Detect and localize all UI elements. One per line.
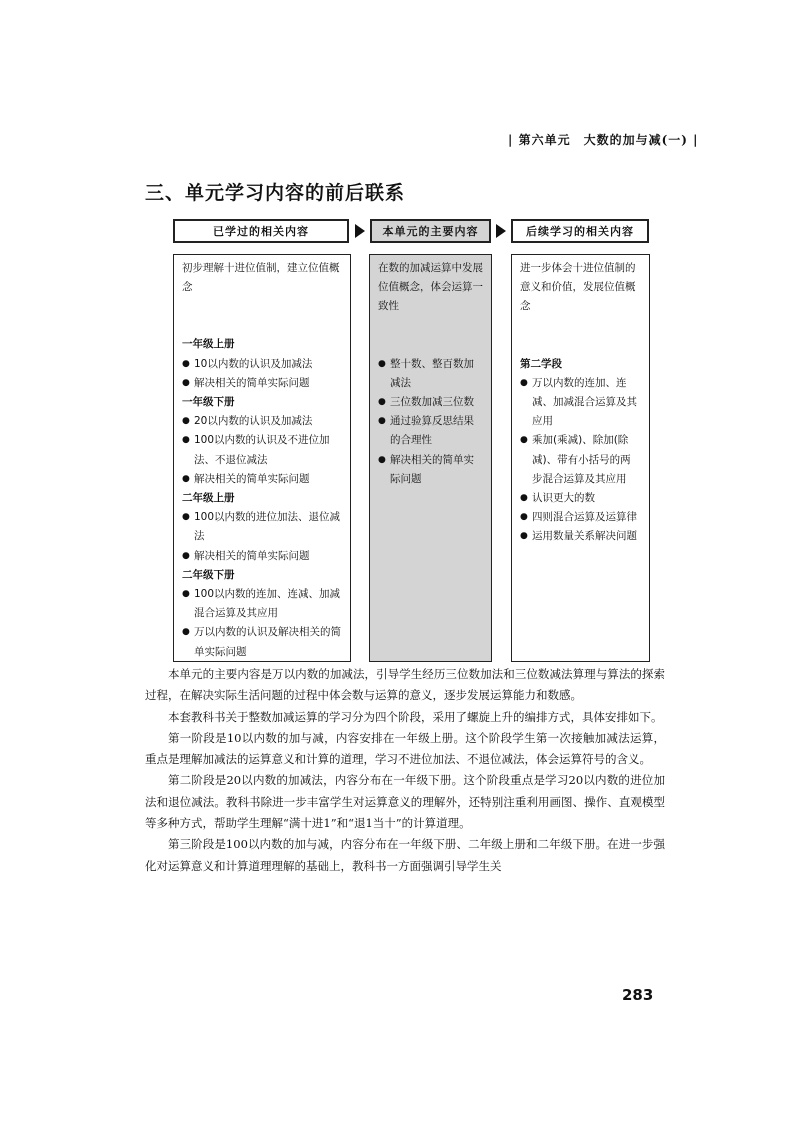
paragraph: 本单元的主要内容是万以内数的加减法，引导学生经历三位数加法和三位数减法算理与算法的探索过程，在解决实际生活问题的过程中体会数与运算的意义，逐步发展运算能力和数感。 bbox=[145, 667, 665, 703]
page-number: 283 bbox=[622, 986, 654, 1004]
body-text bbox=[145, 664, 665, 877]
paragraph: 第一阶段是10以内数的加与减，内容安排在一年级上册。这个阶段学生第一次接触加减法运算，重点是理解加减法的运算意义和计算的道理，学习不进位加法、不退位减法，体会运算符号的含义。 bbox=[145, 730, 665, 767]
spacer bbox=[378, 317, 483, 355]
list-item: ● 100以内数的连加、连减、加减混合运算及其应用 bbox=[182, 585, 342, 623]
grade-title: 二年级下册 bbox=[182, 568, 235, 581]
section-title: 三、单元学习内容的前后联系 bbox=[145, 182, 406, 204]
prior-list bbox=[182, 585, 342, 662]
next-intro: 进一步体会十进位值制的意义和价值，发展位值概念 bbox=[520, 262, 636, 313]
grade-title: 一年级上册 bbox=[182, 338, 235, 351]
paragraph: 第二阶段是20以内数的加减法，内容分布在一年级下册。这个阶段重点是学习20以内数的进位加法和退位减法。教科书除进一步丰富学生对运算意义的理解外，还特别注重利用画图、操作、直观模型等多种方式，帮助学生理解“满十进1”和“退1当十”的计算道理。 bbox=[145, 773, 665, 831]
header-prior-content: 已学过的相关内容 bbox=[173, 219, 349, 243]
column-next-content bbox=[511, 254, 650, 662]
running-head bbox=[508, 131, 698, 148]
main-intro: 在数的加减运算中发展位值概念，体会运算一致性 bbox=[378, 262, 483, 313]
list-item: ● 解决相关的简单实际问题 bbox=[182, 547, 342, 566]
list-item: ● 认识更大的数 bbox=[520, 489, 641, 508]
list-item: ● 乘加(乘减)、除加(除减)、带有小括号的两步混合运算及其应用 bbox=[520, 431, 641, 489]
stage-title: 第二学段 bbox=[520, 357, 562, 370]
list-item: ● 解决相关的简单实际问题 bbox=[182, 374, 342, 393]
arrow-right-icon bbox=[355, 224, 365, 238]
list-item: ● 100以内数的进位加法、退位减法 bbox=[182, 508, 342, 546]
list-item: ● 通过验算反思结果的合理性 bbox=[378, 412, 483, 450]
column-main-content bbox=[369, 254, 492, 662]
header-next-content: 后续学习的相关内容 bbox=[511, 219, 649, 243]
list-item: ● 万以内数的连加、连减、加减混合运算及其应用 bbox=[520, 374, 641, 432]
list-item: ● 整十数、整百数加减法 bbox=[378, 355, 483, 393]
next-list bbox=[520, 374, 641, 547]
list-item: ● 100以内数的认识及不进位加法、不退位减法 bbox=[182, 431, 342, 469]
main-list bbox=[378, 355, 483, 489]
spacer bbox=[182, 297, 342, 335]
running-head-bar-right: | bbox=[693, 133, 699, 147]
list-item: ● 三位数加减三位数 bbox=[378, 393, 483, 412]
list-item: ● 解决相关的简单实际问题 bbox=[378, 451, 483, 489]
list-item: ● 解决相关的简单实际问题 bbox=[182, 470, 342, 489]
running-head-text: 第六单元 大数的加与减(一) bbox=[518, 133, 688, 147]
list-item: ● 万以内数的认识及解决相关的简单实际问题 bbox=[182, 623, 342, 661]
list-item: ● 10以内数的认识及加减法 bbox=[182, 355, 342, 374]
prior-list bbox=[182, 412, 342, 489]
grade-title: 一年级下册 bbox=[182, 396, 235, 409]
header-main-content: 本单元的主要内容 bbox=[370, 219, 491, 243]
running-head-bar-left: | bbox=[508, 133, 514, 147]
prior-list bbox=[182, 355, 342, 393]
paragraph: 本套教科书关于整数加减运算的学习分为四个阶段，采用了螺旋上升的编排方式，具体安排如下。 bbox=[168, 709, 663, 724]
list-item: ● 20以内数的认识及加减法 bbox=[182, 412, 342, 431]
grade-title: 二年级上册 bbox=[182, 492, 235, 505]
list-item: ● 运用数量关系解决问题 bbox=[520, 527, 641, 546]
column-prior-content bbox=[173, 254, 351, 662]
arrow-right-icon bbox=[496, 224, 506, 238]
prior-list bbox=[182, 508, 342, 566]
paragraph: 第三阶段是100以内数的加与减，内容分布在一年级下册、二年级上册和二年级下册。在进一步强化对运算意义和计算道理理解的基础上，教科书一方面强调引导学生关 bbox=[145, 837, 665, 873]
prior-intro: 初步理解十进位值制，建立位值概念 bbox=[182, 262, 340, 294]
list-item: ● 四则混合运算及运算律 bbox=[520, 508, 641, 527]
spacer bbox=[520, 317, 641, 355]
